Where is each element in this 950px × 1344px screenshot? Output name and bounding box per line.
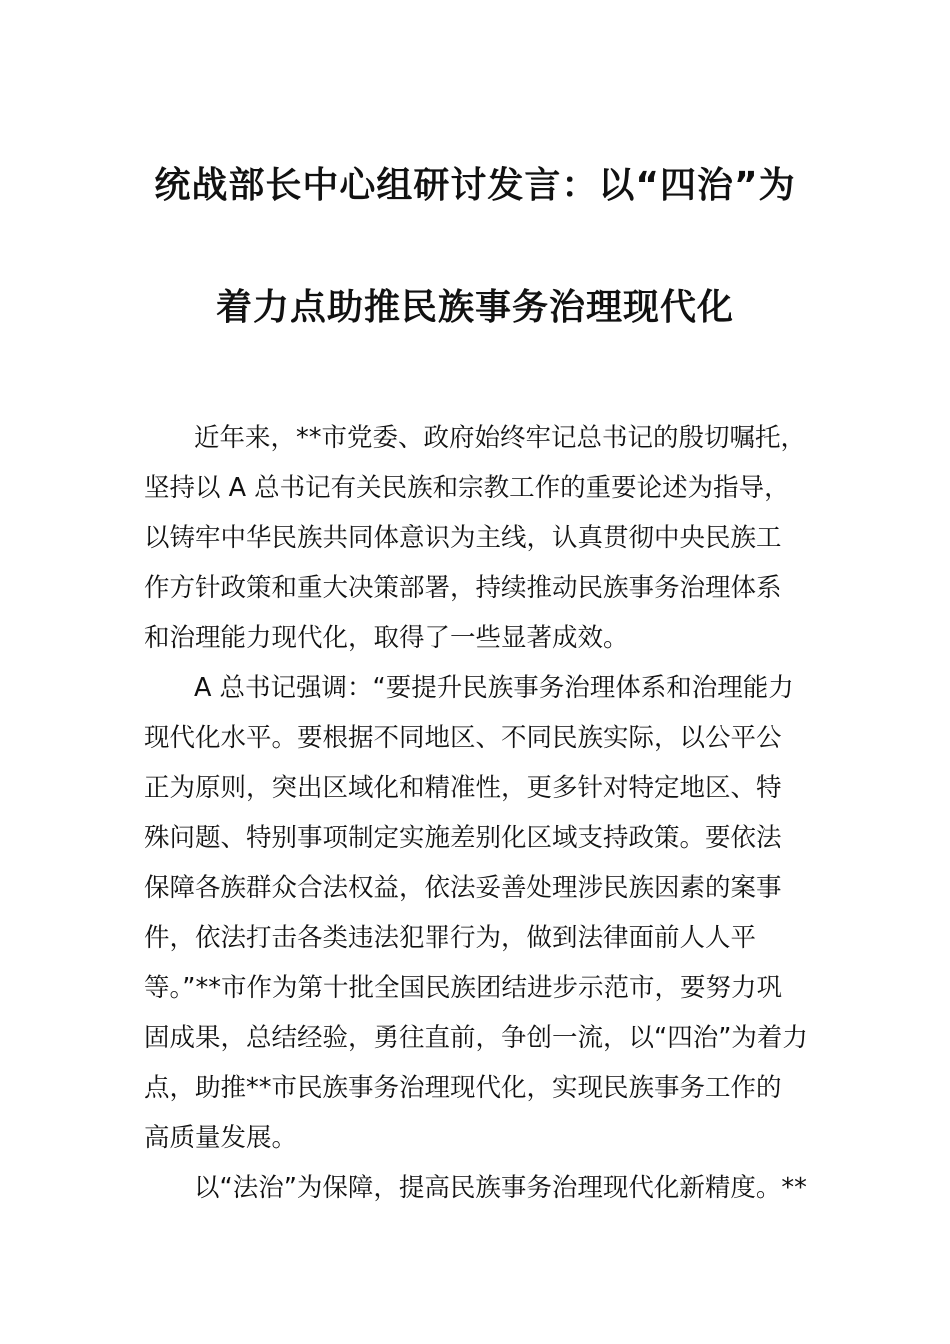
paragraph-2 [144,670,844,1170]
paragraph-line: 以“法治”为保障，提高民族事务治理现代化新精度。** [194,1173,807,1203]
paragraph-line: 坚持以 A 总书记有关民族和宗教工作的重要论述为指导， [144,473,790,503]
paragraph-line: A 总书记强调：“要提升民族事务治理体系和治理能力 [194,673,794,703]
paragraph-line: 和治理能力现代化，取得了一些显著成效。 [144,623,629,653]
paragraph-line: 固成果，总结经验，勇往直前，争创一流，以“四治”为着力 [144,1023,808,1053]
paragraph-line: 高质量发展。 [144,1123,298,1153]
paragraph-line: 以铸牢中华民族共同体意识为主线，认真贯彻中央民族工 [144,523,782,553]
paragraph-line: 作方针政策和重大决策部署，持续推动民族事务治理体系 [144,573,782,603]
document-title-line-2: 着力点助推民族事务治理现代化 [215,287,734,328]
paragraph-line: 保障各族群众合法权益，依法妥善处理涉民族因素的案事 [144,873,782,903]
paragraph-line: 点，助推**市民族事务治理现代化，实现民族事务工作的 [144,1073,782,1103]
paragraph-1 [144,420,844,670]
paragraph-line: 件，依法打击各类违法犯罪行为，做到法律面前人人平 [144,923,757,953]
paragraph-line: 等。”**市作为第十批全国民族团结进步示范市，要努力巩 [144,973,782,1003]
paragraph-line: 殊问题、特别事项制定实施差别化区域支持政策。要依法 [144,823,782,853]
paragraph-line: 正为原则，突出区域化和精准性，更多针对特定地区、特 [144,773,782,803]
document-title-line-1: 统战部长中心组研讨发言：以“四治”为 [154,165,796,206]
paragraph-3 [144,1170,844,1220]
paragraph-line: 近年来，**市党委、政府始终牢记总书记的殷切嘱托， [194,423,807,453]
document-body [144,420,844,1220]
paragraph-line: 现代化水平。要根据不同地区、不同民族实际，以公平公 [144,723,782,753]
